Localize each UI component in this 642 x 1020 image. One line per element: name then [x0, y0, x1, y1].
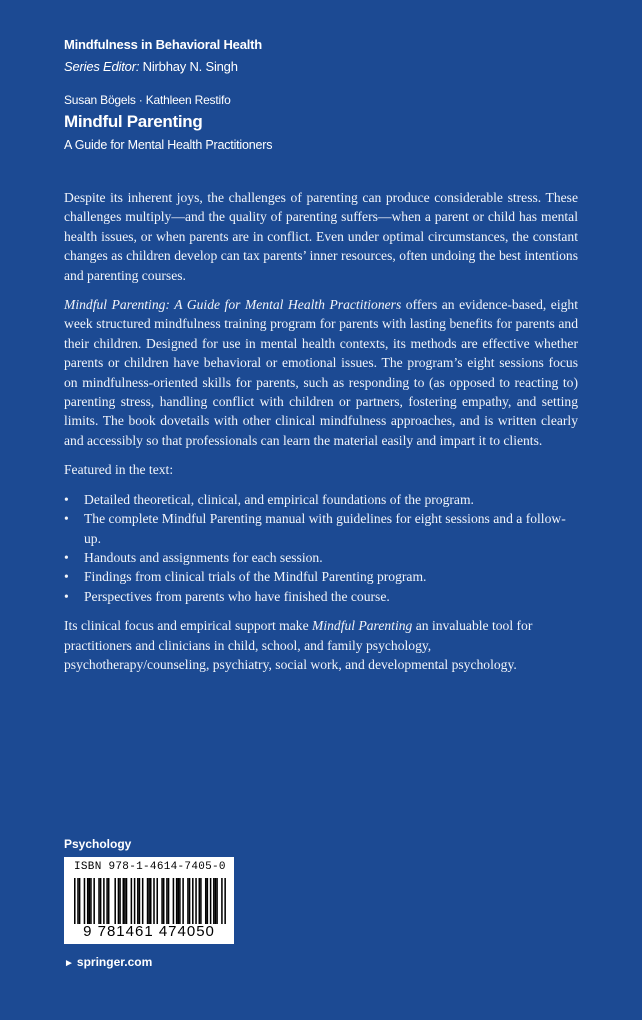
barcode-bar — [137, 878, 139, 924]
barcode-bar — [189, 878, 191, 924]
series-editor-name: Nirbhay N. Singh — [142, 59, 238, 74]
barcode-bar — [195, 878, 197, 924]
barcode-bar — [118, 878, 120, 924]
barcode-bar — [100, 878, 102, 924]
barcode-bar — [207, 878, 209, 924]
features-list — [64, 490, 578, 606]
barcode-bar — [106, 878, 108, 924]
series-title: Mindfulness in Behavioral Health — [64, 37, 263, 52]
series-editor — [64, 59, 238, 74]
barcode-bar — [173, 878, 175, 924]
book-title-italic: Mindful Parenting: A Guide for Mental Health Practitioners — [64, 297, 402, 313]
barcode-bar — [103, 878, 105, 924]
barcode-bar — [134, 878, 136, 924]
barcode-bar — [177, 878, 179, 924]
barcode-bar — [89, 878, 91, 924]
barcode-bar — [205, 878, 207, 924]
barcode-bar — [119, 878, 121, 924]
publisher-url: springer.com — [76, 955, 153, 969]
barcode-bar — [199, 878, 201, 924]
barcode-bar — [114, 878, 116, 924]
barcode-bar — [126, 878, 128, 924]
barcode-bar — [131, 878, 133, 924]
barcode-bar — [153, 878, 155, 924]
barcode-bar — [147, 878, 149, 924]
series-editor-label: Series Editor: — [64, 59, 140, 74]
blurb — [64, 188, 578, 684]
barcode-bar — [161, 878, 163, 924]
authors: Susan Bögels · Kathleen Restifo — [64, 93, 231, 107]
barcode-bar — [74, 878, 76, 924]
barcode-bar — [108, 878, 110, 924]
barcode-bar — [87, 878, 89, 924]
blurb-paragraph-2-text: offers an evidence-based, eight week structured mindfulness training program for parents with lasting benefits for parents and their children. Designed for use in mental health contexts, its methods are effective whether parents or children have behavioral or emotional issues. The program’s eight sessions focus on mindfulness-oriented skills for parents, such as responding to (as opposed to reacting to) parenting stress, handling conflict with children or partners, fostering empathy, and setting limits. The book dovetails with other clinical mindfulness approaches, and is written clearly and accessibly so that professionals can learn the material easily and impart it to clients. — [64, 297, 578, 448]
barcode-bar — [84, 878, 86, 924]
barcode-bar — [142, 878, 144, 924]
barcode-bar — [148, 878, 150, 924]
publisher-link[interactable] — [64, 955, 152, 969]
closing-title-italic: Mindful Parenting — [312, 618, 413, 634]
book-title: Mindful Parenting — [64, 112, 203, 131]
barcode-bar — [192, 878, 194, 924]
bullet-icon: • — [64, 549, 69, 565]
bullet-icon: • — [64, 511, 69, 527]
barcode-bar — [93, 878, 95, 924]
book-subtitle: A Guide for Mental Health Practitioners — [64, 138, 273, 152]
barcode-bar — [124, 878, 126, 924]
blurb-paragraph-2 — [64, 295, 578, 450]
barcode-bar — [156, 878, 158, 924]
list-item: • Handouts and assignments for each session. — [64, 548, 578, 567]
barcode-bar — [210, 878, 212, 924]
list-item: • Perspectives from parents who have finished the course. — [64, 587, 578, 606]
barcode-bar — [176, 878, 178, 924]
barcode-bar — [166, 878, 168, 924]
category-label: Psychology — [64, 837, 132, 851]
barcode-bar — [79, 878, 81, 924]
list-item: • Detailed theoretical, clinical, and empirical foundations of the program. — [64, 490, 578, 509]
barcode-bar — [150, 878, 152, 924]
barcode-bar — [224, 878, 226, 924]
barcode-bar — [182, 878, 184, 924]
blurb-paragraph-1: Despite its inherent joys, the challenges of parenting can produce considerable stress. These challenges multiply—and the quality of parenting suffers—when a parent or child has mental health issues, or when parents are in conflict. Even under optimal circumstances, the constant changes as children develop can tax parents’ inner resources, often undoing the best intentions and parenting courses. — [64, 190, 578, 283]
isbn-text: ISBN 978-1-4614-7405-0 — [74, 861, 226, 873]
closing-paragraph: Its clinical focus and empirical support make Mindful Parenting an invaluable tool for practitioners and clinicians in child, school, and family psychology, psychotherapy/counseling, psychiatry, social work, and developmental psychology. — [64, 618, 533, 672]
barcode-bar — [187, 878, 189, 924]
barcode-digits: 9 781461 474050 — [83, 923, 215, 940]
barcode-bar — [200, 878, 202, 924]
bullet-icon: • — [64, 491, 69, 507]
barcode — [64, 857, 234, 944]
bullet-icon: • — [64, 569, 69, 585]
barcode-bar — [179, 878, 181, 924]
barcode-bar — [168, 878, 170, 924]
barcode-bar — [123, 878, 125, 924]
barcode-bar — [90, 878, 92, 924]
barcode-bar — [77, 878, 79, 924]
barcode-bar — [213, 878, 215, 924]
barcode-bar — [139, 878, 141, 924]
barcode-bar — [216, 878, 218, 924]
featured-heading: Featured in the text: — [64, 462, 174, 478]
barcode-bar — [98, 878, 100, 924]
list-item: • Findings from clinical trials of the Mindful Parenting program. — [64, 567, 578, 586]
list-item: • The complete Mindful Parenting manual with guidelines for eight sessions and a follow-up. — [64, 511, 566, 546]
arrow-right-icon: ► — [64, 958, 74, 969]
barcode-bar — [163, 878, 165, 924]
barcode-bar — [221, 878, 223, 924]
barcode-bar — [215, 878, 217, 924]
bullet-icon: • — [64, 588, 69, 604]
barcode-bars — [74, 878, 226, 924]
